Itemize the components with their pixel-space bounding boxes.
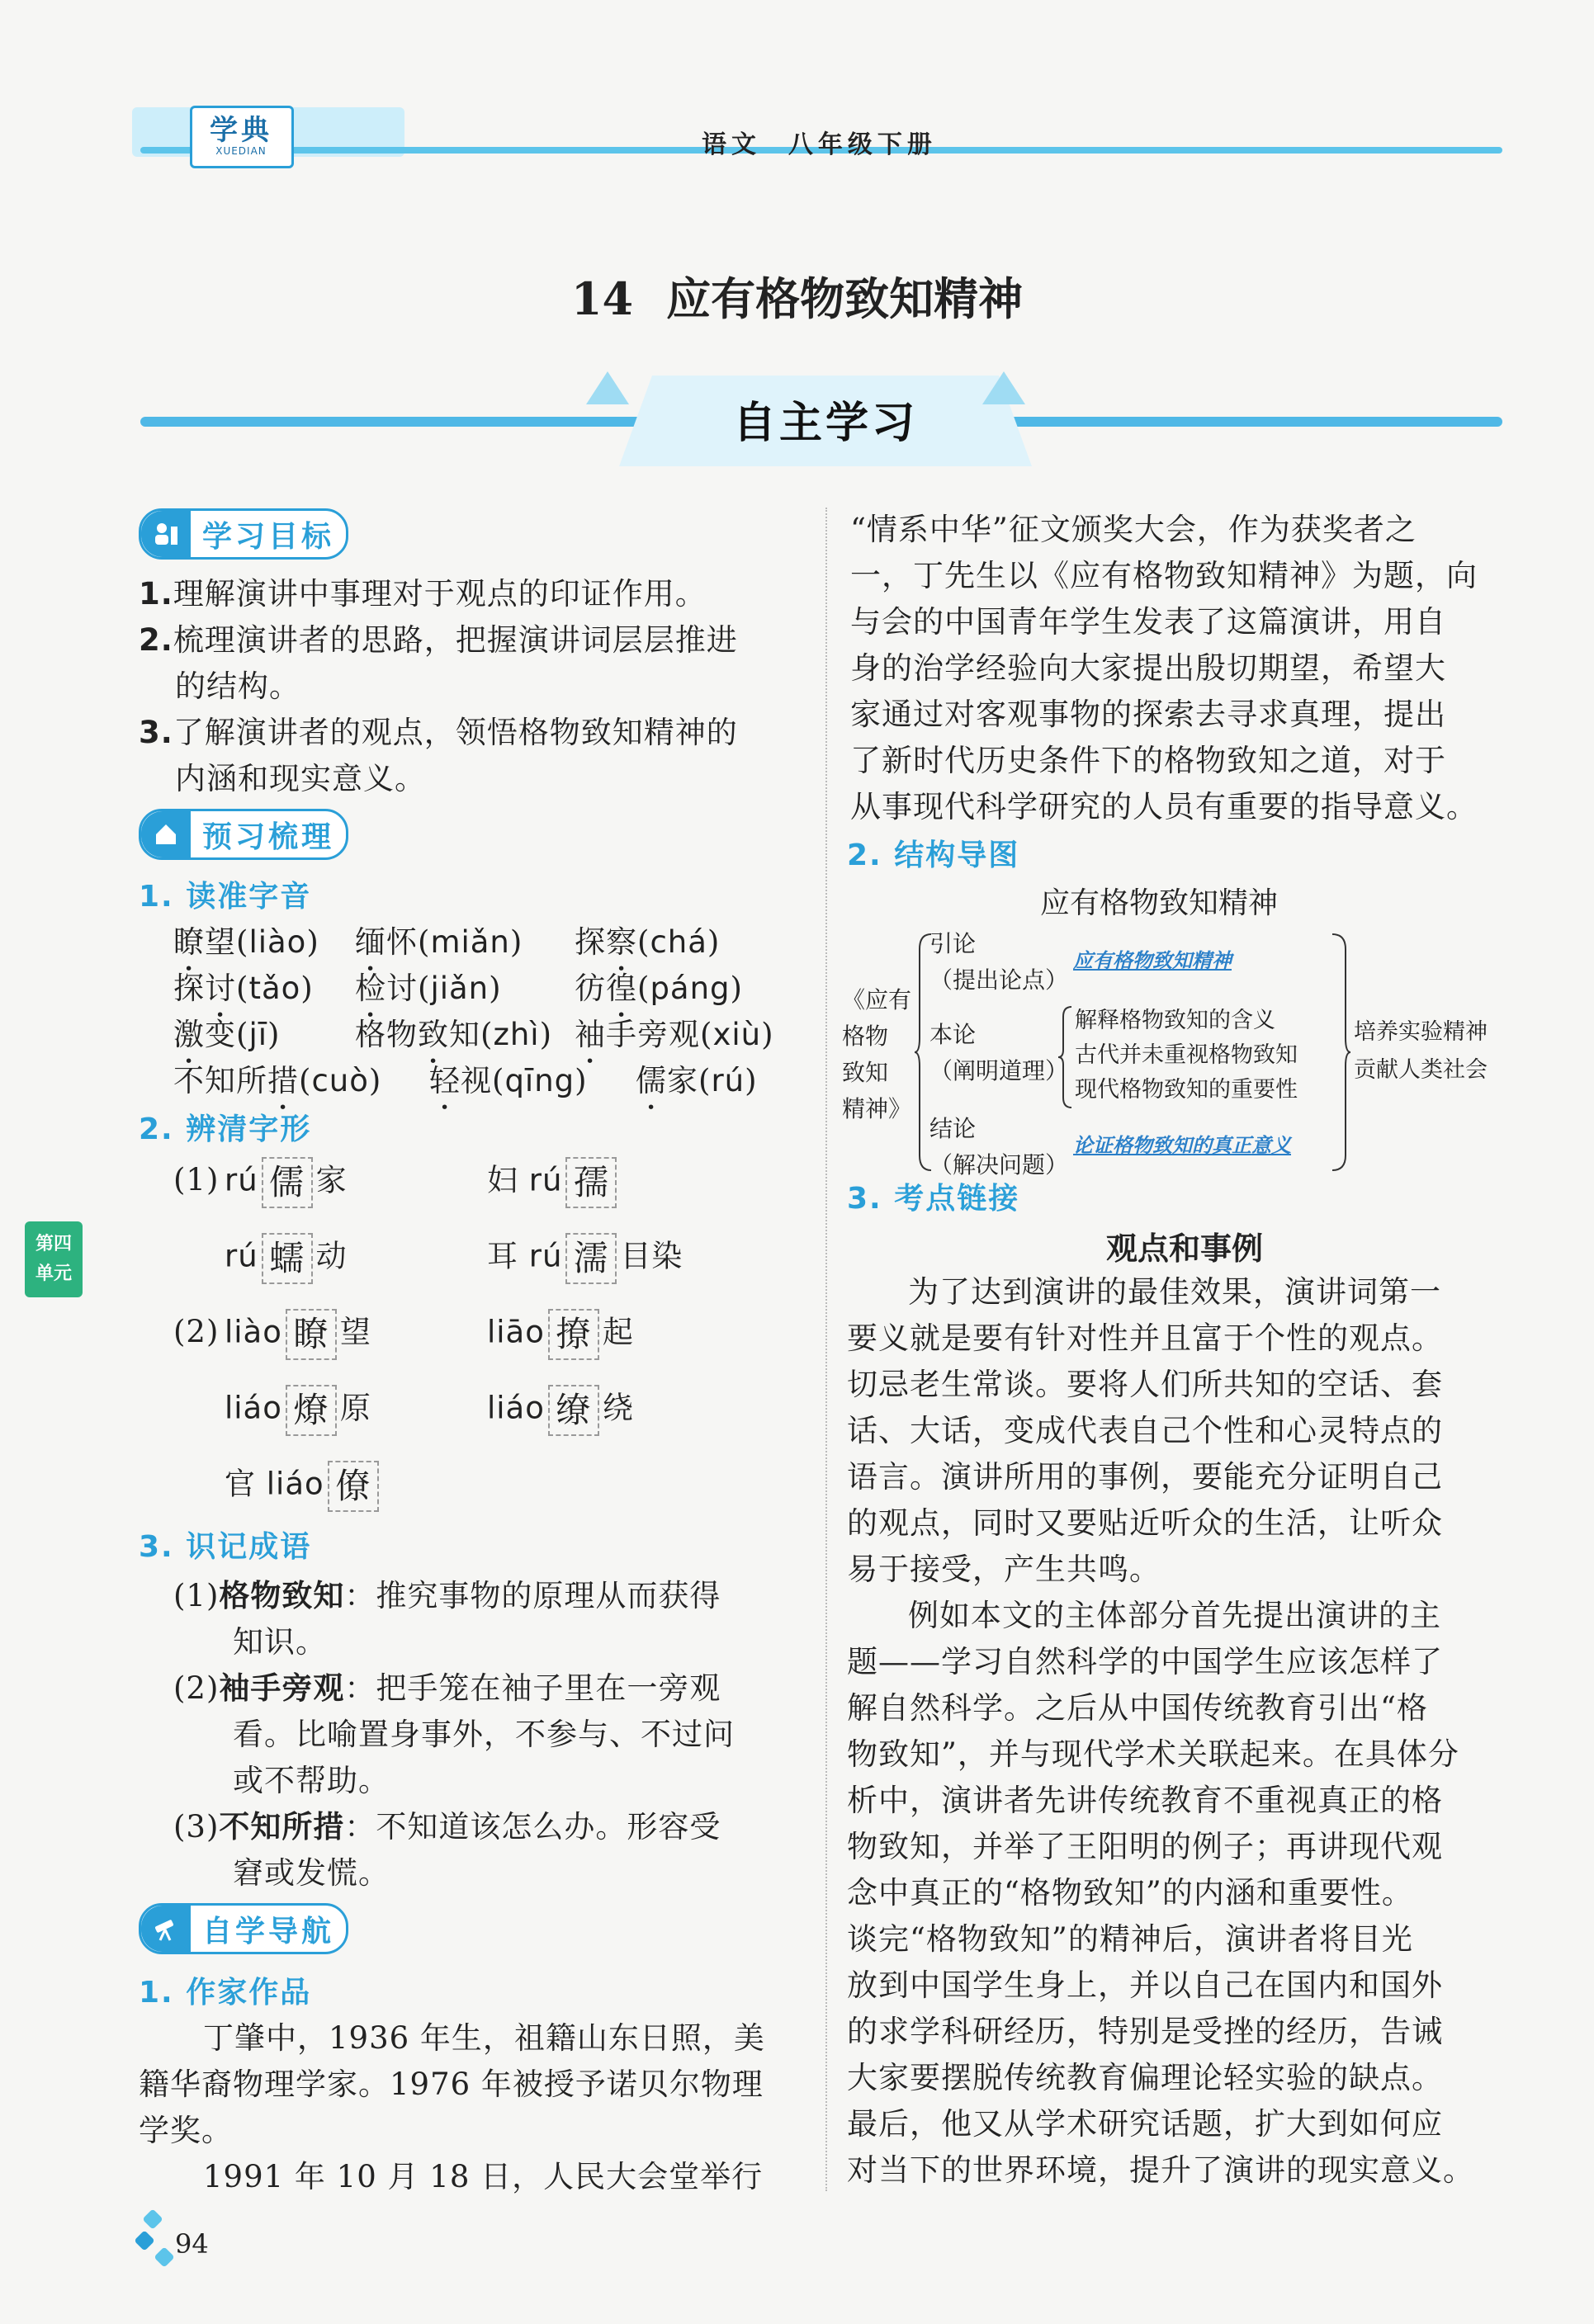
- pron-r0c2: 探察(chá): [575, 924, 721, 960]
- diagram-intro-answer: 应有格物致知精神: [1073, 948, 1232, 972]
- pron-r2c2: 袖手旁观(xiù): [575, 1017, 774, 1052]
- person-icon: [141, 511, 191, 557]
- decor-hex: [154, 2246, 174, 2267]
- goal-1: 1.理解演讲中事理对于观点的印证作用。: [139, 576, 707, 612]
- heading-pronunciation: 1. 读准字音: [139, 880, 312, 914]
- diagram-root: 《应有 格物 致知 精神》: [842, 986, 912, 1122]
- form-group1-label: (1): [173, 1162, 220, 1197]
- form-entry: rú 儒 家: [225, 1157, 348, 1208]
- tag-learning-goals: 学习目标: [139, 508, 348, 560]
- exam-subtitle: 观点和事例: [1105, 1230, 1263, 1267]
- chapter-number: 14: [570, 272, 634, 325]
- exam-line: 话、大话，变成代表自己个性和心灵特点的: [847, 1413, 1443, 1448]
- exam-line: 要义就是要有针对性并且富于个性的观点。: [847, 1320, 1443, 1356]
- form-entry: 官 liáo 僚: [225, 1461, 382, 1512]
- exam-line: 解自然科学。之后从中国传统教育引出“格: [847, 1690, 1428, 1726]
- form-entry: 耳 rú 濡 目染: [487, 1233, 683, 1284]
- book-title: 语文 八年级下册: [702, 130, 937, 159]
- heading-exam-link: 3. 考点链接: [847, 1182, 1020, 1216]
- form-entry: liáo 燎 原: [225, 1385, 371, 1436]
- goal-3-cont: 内涵和现实意义。: [175, 761, 426, 796]
- exam-line: 析中，演讲者先讲传统教育不重视真正的格: [847, 1783, 1443, 1818]
- pron-r1c1: 检讨(jiǎn): [355, 971, 502, 1006]
- exam-line: 念中真正的“格物致知”的内涵和重要性。: [847, 1875, 1413, 1911]
- tag-self-study: 自学导航: [139, 1903, 348, 1954]
- exam-line: 物致知，并举了王阳明的例子；再讲现代观: [847, 1829, 1443, 1864]
- exam-line: 最后，他又从学术研究话题，扩大到如何应: [847, 2106, 1443, 2142]
- diagram-body: 本论 （阐明道理）: [929, 1021, 1069, 1084]
- exam-line: 对当下的世界环境，提升了演讲的现实意义。: [847, 2152, 1474, 2188]
- tag-preview: 预习梳理: [139, 809, 348, 860]
- idiom-3: (3)不知所措：不知道该怎么办。形容受: [173, 1809, 721, 1845]
- exam-line: 大家要摆脱传统教育偏理论轻实验的缺点。: [847, 2060, 1443, 2095]
- idiom-1: (1)格物致知：推究事物的原理从而获得: [173, 1578, 721, 1613]
- decor-hex: [134, 2230, 154, 2251]
- intro-line: 家通过对客观事物的探索去寻求真理，提出: [850, 697, 1446, 732]
- form-entry: liāo 撩 起: [487, 1309, 634, 1360]
- intro-line: 一，丁先生以《应有格物致知精神》为题，向: [850, 558, 1478, 593]
- diagram-intro: 引论 （提出论点）: [929, 930, 1069, 994]
- idiom-1-cont: 知识。: [233, 1624, 327, 1660]
- pron-r0c0: 瞭望(liào): [173, 924, 319, 960]
- pron-r3c2: 儒家(rú): [636, 1063, 758, 1098]
- exam-line: 放到中国学生身上，并以自己在国内和国外: [847, 1967, 1443, 2003]
- pron-r1c0: 探讨(tǎo): [173, 971, 314, 1006]
- exam-line: 为了达到演讲的最佳效果，演讲词第一: [908, 1274, 1441, 1310]
- exam-line: 切忌老生常谈。要将人们所共知的空话、套: [847, 1367, 1443, 1402]
- chapter-name: 应有格物致知精神: [666, 272, 1024, 325]
- exam-line: 的求学科研经历，特别是受挫的经历，告诫: [847, 2014, 1443, 2049]
- section-title: 自主学习: [732, 399, 918, 448]
- form-entry: rú 蠕 动: [225, 1233, 348, 1284]
- heading-author: 1. 作家作品: [139, 1976, 312, 2010]
- form-entry: liáo 缭 绕: [487, 1385, 634, 1436]
- pron-r2c1: 格物致知(zhì): [355, 1017, 553, 1052]
- unit-side-tab: 第四 单元: [25, 1221, 83, 1297]
- diagram-result: 培养实验精神 贡献人类社会: [1354, 1019, 1488, 1083]
- intro-line: “情系中华”征文颁奖大会，作为获奖者之: [850, 512, 1417, 547]
- goal-2: 2.梳理演讲者的思路，把握演讲词层层推进: [139, 622, 738, 658]
- form-group2-label: (2): [173, 1314, 220, 1349]
- author-line: 学奖。: [139, 2113, 233, 2148]
- exam-line: 语言。演讲所用的事例，要能充分证明自己: [847, 1459, 1443, 1495]
- diagram-body-items: 解释格物致知的含义 古代并未重视格物致知 现代格物致知的重要性: [1075, 1008, 1298, 1103]
- idiom-2: (2)袖手旁观：把手笼在袖子里在一旁观: [173, 1670, 721, 1706]
- diagram-concl: 结论 （解决问题）: [929, 1115, 1069, 1179]
- pron-r2c0: 激变(jī): [173, 1017, 281, 1052]
- diagram-title: 应有格物致知精神: [1040, 886, 1279, 920]
- pron-r0c1: 缅怀(miǎn): [355, 924, 523, 960]
- goal-3: 3.了解演讲者的观点，领悟格物致知精神的: [139, 715, 738, 750]
- intro-line: 与会的中国青年学生发表了这篇演讲，用自: [850, 604, 1446, 640]
- form-entry: liào 瞭 望: [225, 1309, 371, 1360]
- chapter-title: [0, 264, 1594, 328]
- exam-line: 谈完“格物致知”的精神后，演讲者将目光: [847, 1921, 1413, 1957]
- column-divider: [825, 508, 827, 2191]
- idiom-2-cont: 看。比喻置身事外，不参与、不过问: [233, 1717, 735, 1752]
- author-line: 籍华裔物理学家。1976 年被授予诺贝尔物理: [139, 2067, 764, 2102]
- logo-subtext: XUEDIAN: [215, 145, 267, 157]
- intro-line: 从事现代科学研究的人员有重要的指导意义。: [850, 789, 1478, 824]
- heading-structure: 2. 结构导图: [847, 838, 1020, 872]
- form-entry: 妇 rú 孺: [487, 1157, 620, 1208]
- exam-line: 物致知”，并与现代学术关联起来。在具体分: [847, 1736, 1459, 1772]
- heading-forms: 2. 辨清字形: [139, 1112, 312, 1146]
- intro-line: 身的治学经验向大家提出殷切期望，希望大: [850, 650, 1446, 686]
- pron-r1c2: 彷徨(páng): [575, 971, 743, 1006]
- logo-text: 学典: [210, 114, 272, 147]
- diagram-concl-answer: 论证格物致知的真正意义: [1073, 1133, 1291, 1157]
- exam-line: 题——学习自然科学的中国学生应该怎样了: [847, 1644, 1443, 1679]
- goal-2-cont: 的结构。: [175, 668, 300, 704]
- author-line: 1991 年 10 月 18 日，人民大会堂举行: [203, 2159, 764, 2194]
- house-icon: [141, 811, 191, 857]
- page-number: 94: [175, 2228, 209, 2260]
- brace-right: [1331, 933, 1350, 1172]
- author-line: 丁肇中，1936 年生，祖籍山东日照，美: [203, 2020, 765, 2056]
- idiom-2-cont: 或不帮助。: [233, 1763, 390, 1798]
- decor-hex: [142, 2208, 163, 2229]
- exam-line: 的观点，同时又要贴近听众的生活，让听众: [847, 1505, 1443, 1541]
- idiom-3-cont: 窘或发慌。: [233, 1855, 390, 1891]
- exam-line: 易于接受，产生共鸣。: [847, 1552, 1161, 1587]
- pron-r3c1: 轻视(qīng): [429, 1063, 588, 1098]
- heading-idioms: 3. 识记成语: [139, 1530, 312, 1564]
- telescope-icon: [141, 1906, 191, 1952]
- structure-diagram: [842, 875, 1527, 1180]
- intro-line: 了新时代历史条件下的格物致知之道，对于: [850, 743, 1446, 778]
- exam-line: 例如本文的主体部分首先提出演讲的主: [908, 1598, 1441, 1633]
- pron-r3c0: 不知所措(cuò): [173, 1063, 382, 1098]
- brace-body: [1058, 1005, 1073, 1109]
